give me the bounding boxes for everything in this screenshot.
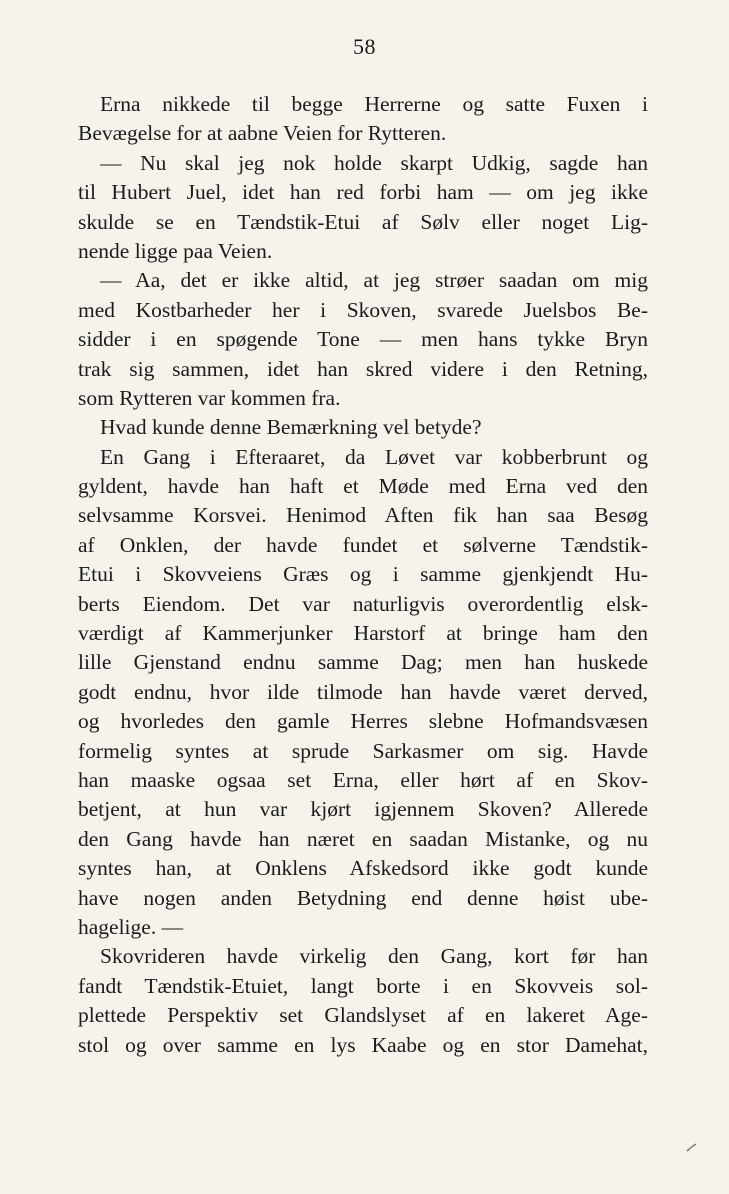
- text-line: godt endnu, hvor ilde tilmode han havde været derved,: [78, 679, 648, 704]
- text-line: have nogen anden Betydning end denne høist ube-: [78, 885, 648, 910]
- text-line: En Gang i Efteraaret, da Løvet var kobberbrunt og: [100, 444, 648, 469]
- text-line: syntes han, at Onklens Afskedsord ikke godt kunde: [78, 856, 648, 881]
- text-line: værdigt af Kammerjunker Harstorf at bringe ham den: [78, 621, 648, 646]
- page-number: 58: [353, 34, 376, 59]
- text-line: Bevægelse for at aabne Veien for Rytteren.: [78, 121, 447, 146]
- text-line: lille Gjenstand endnu samme Dag; men han huskede: [78, 650, 648, 675]
- text-line: formelig syntes at sprude Sarkasmer om sig. Havde: [78, 738, 648, 763]
- text-line: Etui i Skovveiens Græs og i samme gjenkjendt Hu-: [78, 562, 648, 587]
- text-line: Hvad kunde denne Bemærkning vel betyde?: [100, 415, 482, 440]
- text-line: — Nu skal jeg nok holde skarpt Udkig, sagde han: [100, 150, 648, 175]
- text-line: med Kostbarheder her i Skoven, svarede Juelsbos Be-: [78, 297, 648, 322]
- text-line: — Aa, det er ikke altid, at jeg strøer saadan om mig: [100, 268, 648, 293]
- text-line: betjent, at hun var kjørt igjennem Skoven? Allerede: [78, 797, 648, 822]
- text-line: nende ligge paa Veien.: [78, 238, 273, 263]
- body-text: [78, 90, 648, 1060]
- paper-speck: [685, 1140, 699, 1154]
- text-line: Skovrideren havde virkelig den Gang, kort før han: [100, 944, 648, 969]
- text-line: Erna nikkede til begge Herrerne og satte Fuxen i: [100, 92, 648, 116]
- text-line: stol og over samme en lys Kaabe og en stor Damehat,: [78, 1032, 648, 1057]
- text-line: sidder i en spøgende Tone — men hans tykke Bryn: [78, 327, 648, 352]
- text-line: gyldent, havde han haft et Møde med Erna ved den: [78, 474, 648, 499]
- text-line: og hvorledes den gamle Herres slebne Hofmandsvæsen: [78, 709, 648, 734]
- text-line: han maaske ogsaa set Erna, eller hørt af en Skov-: [78, 767, 648, 792]
- text-line: skulde se en Tændstik-Etui af Sølv eller noget Lig-: [78, 209, 648, 234]
- text-line: som Rytteren var kommen fra.: [78, 385, 341, 410]
- text-line: fandt Tændstik-Etuiet, langt borte i en Skovveis sol-: [78, 973, 648, 998]
- text-line: til Hubert Juel, idet han red forbi ham — om jeg ikke: [78, 180, 648, 205]
- text-line: plettede Perspektiv set Glandslyset af en lakeret Age-: [78, 1003, 648, 1028]
- text-line: hagelige. —: [78, 914, 184, 939]
- text-line: selvsamme Korsvei. Henimod Aften fik han saa Besøg: [78, 503, 648, 528]
- text-line: af Onklen, der havde fundet et sølverne Tændstik-: [78, 532, 648, 557]
- text-line: den Gang havde han næret en saadan Mistanke, og nu: [78, 826, 648, 851]
- text-line: berts Eiendom. Det var naturligvis overordentlig elsk-: [78, 591, 648, 616]
- text-line: trak sig sammen, idet han skred videre i den Retning,: [78, 356, 648, 381]
